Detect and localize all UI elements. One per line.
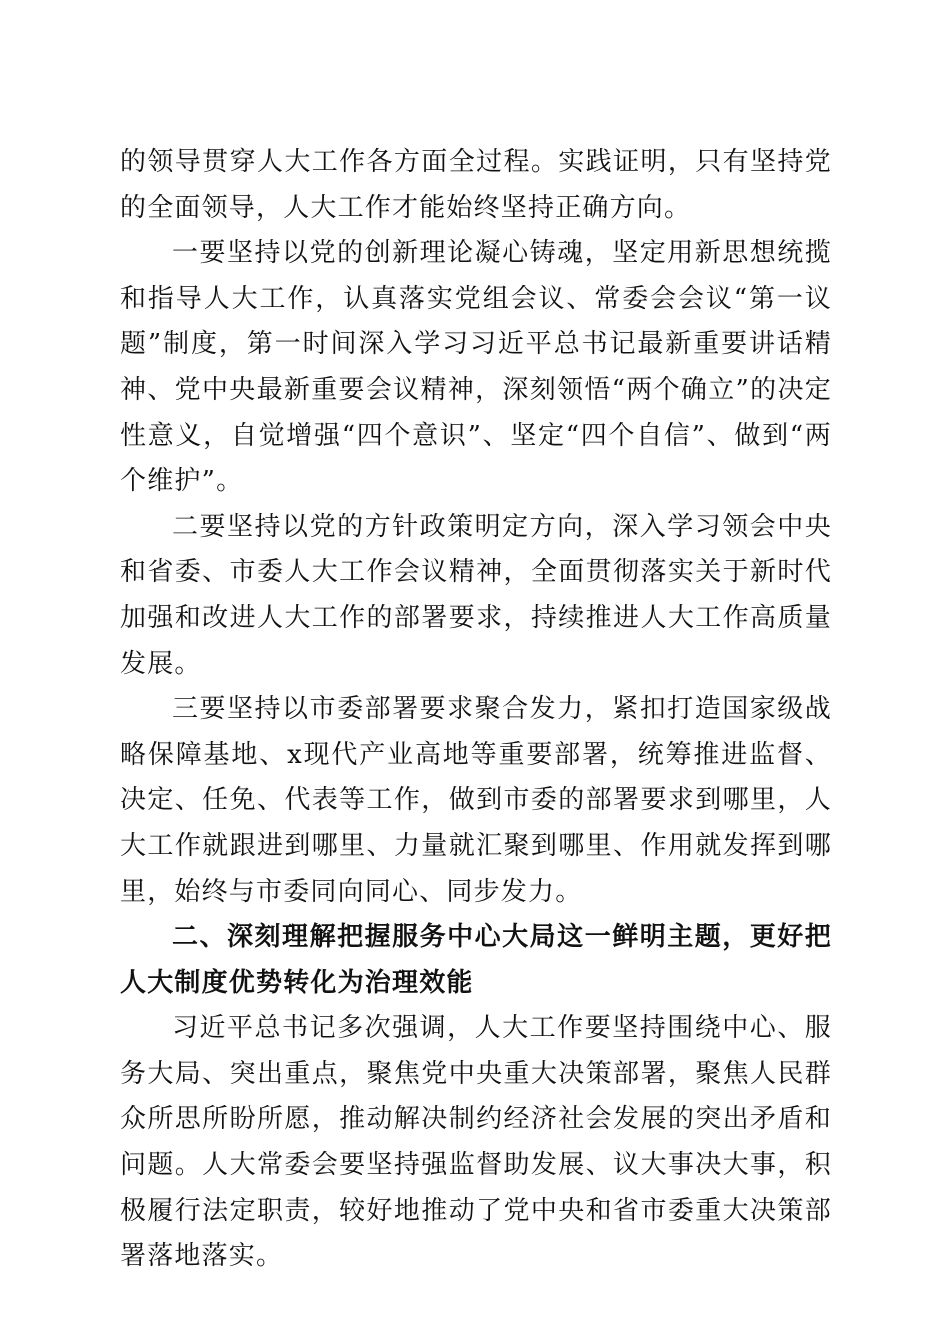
paragraph-continuation: 的领导贯穿人大工作各方面全过程。实践证明，只有坚持党的全面领导，人大工作才能始终坚持正确方向。 [120,147,832,223]
paragraph-first-requirement: 一要坚持以党的创新理论凝心铸魂，坚定用新思想统揽和指导人大工作，认真落实党组会议、常委会会议“第一议题”制度，第一时间深入学习习近平总书记最新重要讲话精神、党中央最新重要会议精神，深刻领悟“两个确立”的决定性意义，自觉增强“四个意识”、坚定“四个自信”、做到“两个维护”。 [120,238,832,497]
paragraph-third-requirement: 三要坚持以市委部署要求聚合发力，紧扣打造国家级战略保障基地、x现代产业高地等重要部署，统筹推进监督、决定、任免、代表等工作，做到市委的部署要求到哪里，人大工作就跟进到哪里、力量就汇聚到哪里、作用就发挥到哪里，始终与市委同向同心、同步发力。 [120,694,832,907]
section-heading: 二、深刻理解把握服务中心大局这一鲜明主题，更好把人大制度优势转化为治理效能 [120,922,832,998]
paragraph-section-body: 习近平总书记多次强调，人大工作要坚持围绕中心、服务大局、突出重点，聚焦党中央重大决策部署，聚焦人民群众所思所盼所愿，推动解决制约经济社会发展的突出矛盾和问题。人大常委会要坚持强监督助发展、议大事决大事，积极履行法定职责，较好地推动了党中央和省市委重大决策部署落地落实。 [120,1013,832,1272]
paragraph-second-requirement: 二要坚持以党的方针政策明定方向，深入学习领会中央和省委、市委人大工作会议精神，全面贯彻落实关于新时代加强和改进人大工作的部署要求，持续推进人大工作高质量发展。 [120,511,832,679]
document-body [120,140,832,1280]
